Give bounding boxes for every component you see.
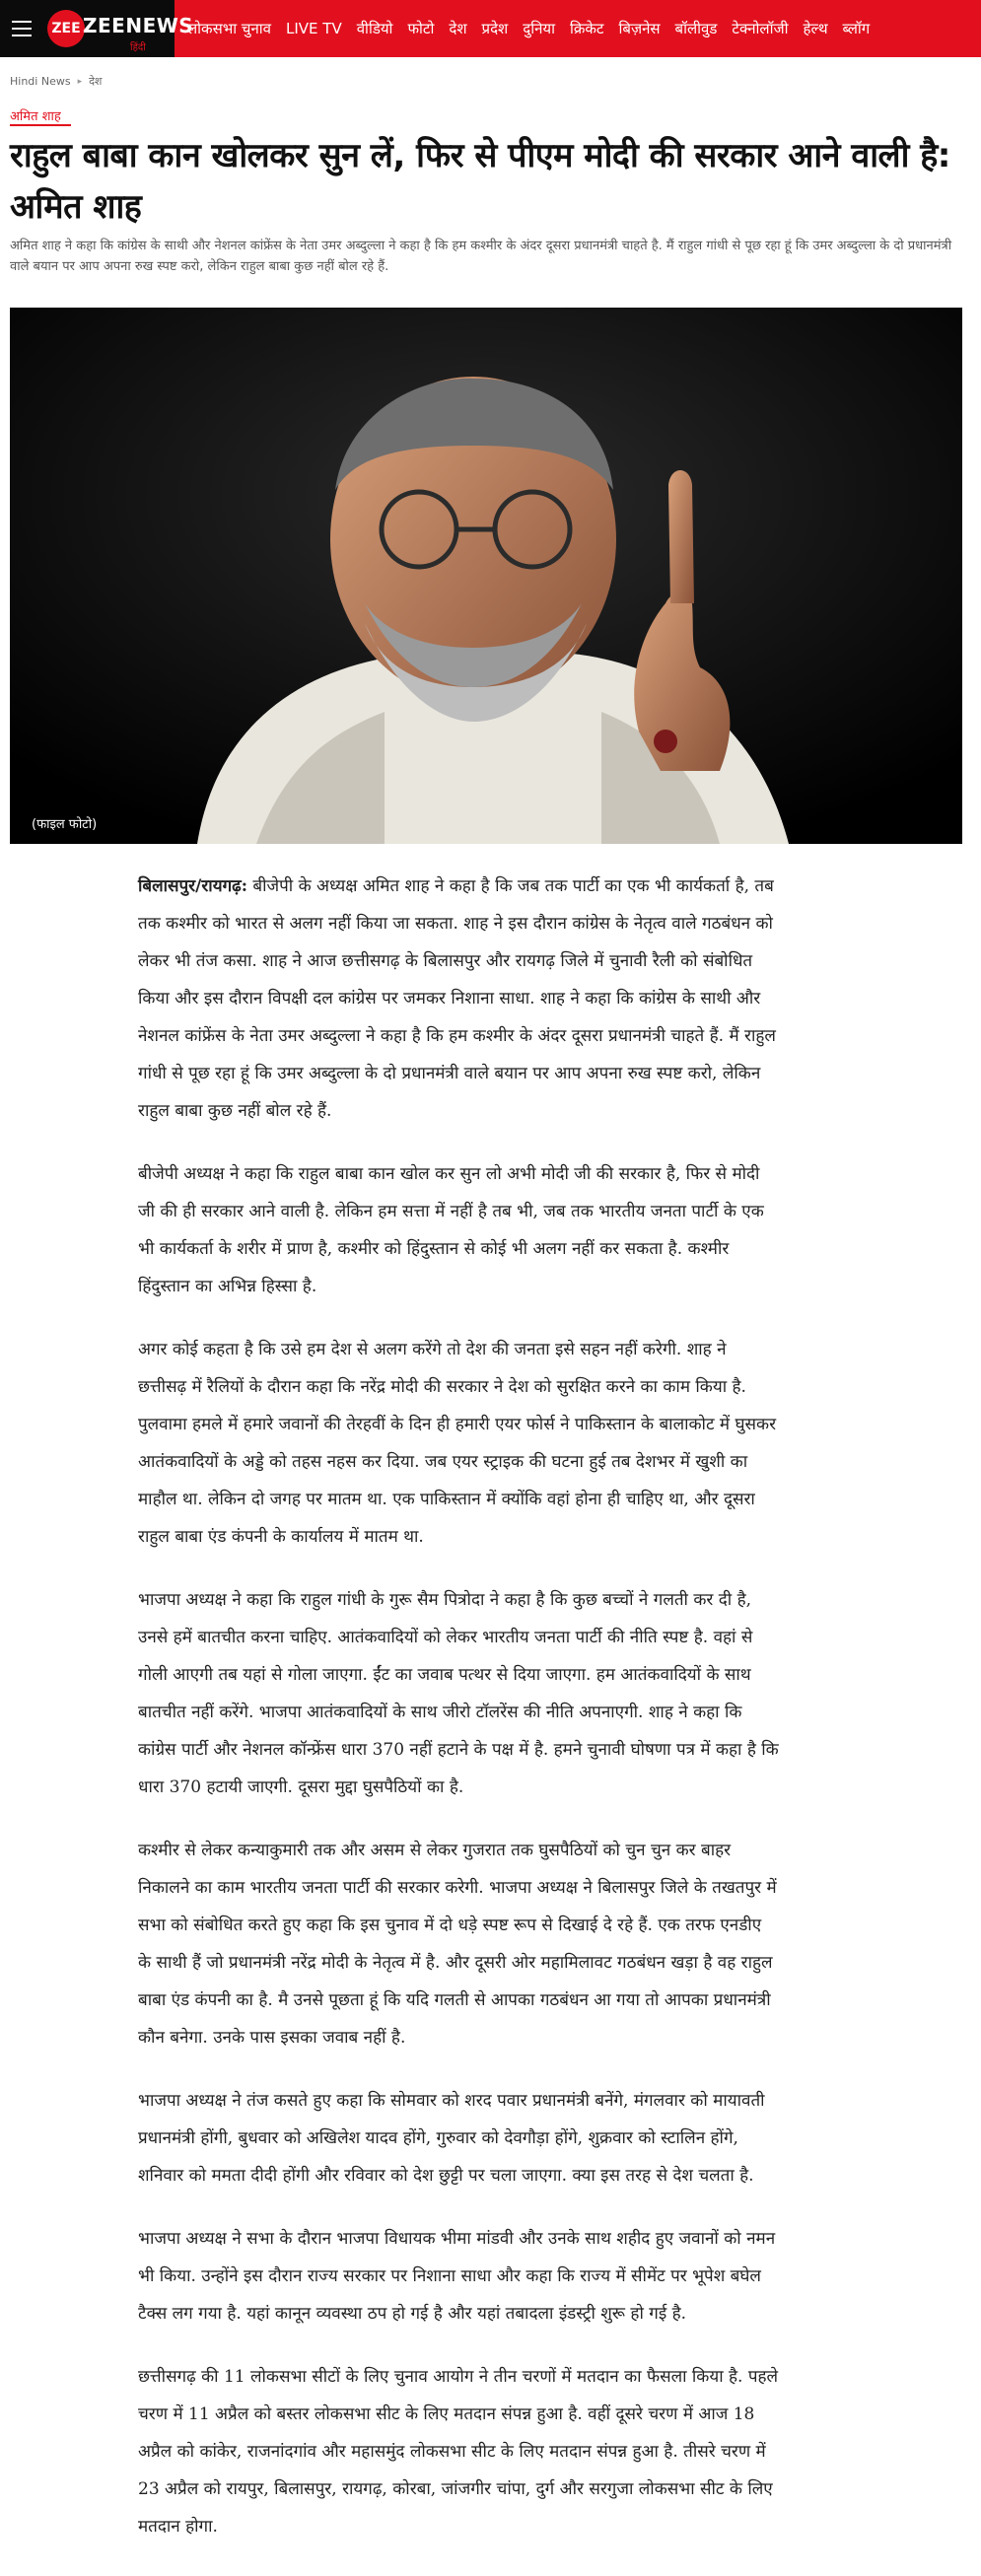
article-summary: अमित शाह ने कहा कि कांग्रेस के साथी और नेशनल कांफ्रेंस के नेता उमर अब्दुल्ला ने कहा है कि हम कश्मीर के अंदर दूसरा प्रधानमंत्री चाहते है. मैं राहुल गांधी से पूछ रहा हूं कि उमर अब्दुल्ला के दो प्रधानमंत्री वाले बयान पर आप अपना रुख स्पष्ट करो, लेकिन राहुल बाबा कुछ नहीं बोल रहे हैं. (10, 239, 952, 274)
logo-subtext: हिंदी (130, 42, 146, 53)
image-caption: (फाइल फोटो) (32, 817, 98, 832)
breadcrumb (10, 74, 102, 89)
logo-text: ZEENEWS (83, 14, 194, 37)
nav-item-blog[interactable]: ब्लॉग (842, 20, 871, 37)
topic-tag-underline (10, 124, 71, 126)
nav-item-world[interactable]: दुनिया (523, 20, 555, 37)
nav-item-state[interactable]: प्रदेश (481, 20, 509, 37)
logo-mark: ZEE (47, 10, 85, 47)
article-paragraph: अगर कोई कहता है कि उसे हम देश से अलग करेंगे तो देश की जनता इसे सहन नहीं करेगी. शाह ने छत्तीसढ़ में रैलियों के दौरान कहा कि नरेंद्र मोदी की सरकार ने देश को सुरक्षित करने का काम किया है. पुलवामा हमले में हमारे जवानों की तेरहवीं के दिन ही हमारी एयर फोर्स ने पाकिस्तान के बालाकोट में घुसकर आतंकवादियों के अड्डे को तहस नहस कर दिया. जब एयर स्ट्राइक की घटना हुई तब देशभर में खुशी का माहौल था. लेकिन दो जगह पर मातम था. एक पाकिस्तान में क्योंकि वहां होना ही चाहिए था, और दूसरा राहुल बाबा एंड कंपनी के कार्यालय में मातम था. (138, 1340, 777, 1547)
nav-item-photo[interactable]: फोटो (407, 20, 435, 37)
nav-item-live-tv[interactable]: LIVE TV (286, 20, 342, 37)
article-paragraph: भाजपा अध्यक्ष ने कहा कि राहुल गांधी के गुरू सैम पित्रोदा ने कहा है कि कुछ बच्चों ने गलती कर दी है, उनसे हमें बातचीत करना चाहिए. आतंकवादियों को लेकर भारतीय जनता पार्टी की नीति स्पष्ट है. वहां से गोली आएगी तब यहां से गोला जाएगा. ईंट का जवाब पत्थर से दिया जाएगा. हम आतंकवादियों के साथ बातचीत नहीं करेंगे. भाजपा आतंकवादियों के साथ जीरो टॉलरेंस की नीति अपनाएगी. शाह ने कहा कि कांग्रेस पार्टी और नेशनल कॉन्फ्रेंस धारा 370 नहीं हटाने के पक्ष में है. हमने चुनावी घोषणा पत्र में कहा है कि धारा 370 हटायी जाएगी. दूसरा मुद्दा घुसपैठियों का है. (138, 1590, 779, 1797)
article-paragraph: छत्तीसगढ़ की 11 लोकसभा सीटों के लिए चुनाव आयोग ने तीन चरणों में मतदान का फैसला किया है. पहले चरण में 11 अप्रैल को बस्तर लोकसभा सीट के लिए मतदान संपन्न हुआ है. वहीं दूसरे चरण में आज 18 अप्रैल को कांकेर, राजनांदगांव और महासमुंद लोकसभा सीट के लिए मतदान संपन्न हुआ है. तीसरे चरण में 23 अप्रैल को रायपुर, बिलासपुर, रायगढ़, कोरबा, जांजगीर चांपा, दुर्ग और सरगुजा लोकसभा सीट के लिए मतदान होगा. (138, 2367, 779, 2537)
nav-item-country[interactable]: देश (449, 20, 467, 37)
dateline: बिलासपुर/रायगढ़: (138, 876, 247, 896)
breadcrumb-section[interactable]: देश (89, 75, 103, 88)
nav-item-election[interactable]: लोकसभा चुनाव (187, 20, 271, 37)
article-paragraph: बीजेपी अध्यक्ष ने कहा कि राहुल बाबा कान खोल कर सुन लो अभी मोदी जी की सरकार है, फिर से मोदी जी की ही सरकार आने वाली है. लेकिन हम सत्ता में नहीं है तब भी, जब तक भारतीय जनता पार्टी के एक भी कार्यकर्ता के शरीर में प्राण है, कश्मीर को हिंदुस्तान से कोई भी अलग नहीं कर सकता है. कश्मीर हिंदुस्तान का अभिन्न हिस्सा है. (138, 1164, 764, 1296)
topic-tag[interactable]: अमित शाह (10, 109, 61, 124)
top-navbar (0, 0, 981, 57)
article-body (138, 868, 779, 2571)
site-logo[interactable] (43, 0, 194, 57)
portrait-illustration (10, 308, 962, 844)
nav-item-cricket[interactable]: क्रिकेट (570, 20, 604, 37)
paragraph-text: बीजेपी के अध्यक्ष अमित शाह ने कहा है कि जब तक पार्टी का एक भी कार्यकर्ता है, तब तक कश्मीर को भारत से अलग नहीं किया जा सकता. शाह ने इस दौरान कांग्रेस के नेतृत्व वाले गठबंधन को लेकर भी तंज कसा. शाह ने आज छत्तीसगढ़ के बिलासपुर और रायगढ़ जिले में चुनावी रैली को संबोधित किया और इस दौरान विपक्षी दल कांग्रेस पर जमकर निशाना साधा. शाह ने कहा कि कांग्रेस के साथी और नेशनल कांफ्रेंस के नेता उमर अब्दुल्ला ने कहा है कि हम कश्मीर के अंदर दूसरा प्रधानमंत्री चाहते हैं. मैं राहुल गांधी से पूछ रहा हूं कि उमर अब्दुल्ला के दो प्रधानमंत्री वाले बयान पर आप अपना रुख स्पष्ट करो, लेकिन राहुल बाबा कुछ नहीं बोल रहे हैं. (138, 876, 776, 1121)
nav-item-business[interactable]: बिज़नेस (618, 20, 661, 37)
chevron-right-icon: ▸ (77, 76, 83, 87)
page-title: राहुल बाबा कान खोलकर सुन लें, फिर से पीएम मोदी की सरकार आने वाली है: अमित शाह (10, 136, 950, 227)
nav-item-health[interactable]: हेल्थ (803, 20, 828, 37)
nav-item-video[interactable]: वीडियो (356, 20, 393, 37)
main-nav (187, 0, 884, 57)
article-paragraph (138, 868, 779, 1130)
article-paragraph: कश्मीर से लेकर कन्याकुमारी तक और असम से लेकर गुजरात तक घुसपैठियों को चुन चुन कर बाहर निकालने का काम भारतीय जनता पार्टी की सरकार करेगी. भाजपा अध्यक्ष ने बिलासपुर जिले के तखतपुर में सभा को संबोधित करते हुए कहा कि इस चुनाव में दो धड़े स्पष्ट रूप से दिखाई दे रहे हैं. एक तरफ एनडीए के साथी हैं जो प्रधानमंत्री नरेंद्र मोदी के नेतृत्व में है. और दूसरी ओर महामिलावट गठबंधन खड़ा है वह राहुल बाबा एंड कंपनी का है. मै उनसे पूछता हूं कि यदि गलती से आपका गठबंधन आ गया तो आपका प्रधानमंत्री कौन बनेगा. उनके पास इसका जवाब नहीं है. (138, 1841, 777, 2048)
hero-image (10, 308, 962, 844)
breadcrumb-home[interactable]: Hindi News (10, 75, 71, 88)
nav-item-bollywood[interactable]: बॉलीवुड (674, 20, 718, 37)
article-paragraph: भाजपा अध्यक्ष ने सभा के दौरान भाजपा विधायक भीमा मांडवी और उनके साथ शहीद हुए जवानों को नमन भी किया. उन्होंने इस दौरान राज्य सरकार पर निशाना साधा और कहा कि राज्य में सीमेंट पर भूपेश बघेल टैक्स लग गया है. यहां कानून व्यवस्था ठप हो गई है और यहां तबादला इंडस्ट्री शुरू हो गई है. (138, 2229, 776, 2324)
article-paragraph: भाजपा अध्यक्ष ने तंज कसते हुए कहा कि सोमवार को शरद पवार प्रधानमंत्री बनेंगे, मंगलवार को मायावती प्रधानमंत्री होंगी, बुधवार को अखिलेश यादव होंगे, गुरुवार को देवगौड़ा होंगे, शुक्रवार को स्टालिन होंगे, शनिवार को ममता दीदी होंगी और रविवार को देश छुट्टी पर चला जाएगा. क्या इस तरह से देश चलता है. (138, 2091, 765, 2186)
nav-item-technology[interactable]: टेक्नोलॉजी (732, 20, 789, 37)
hamburger-menu-icon[interactable] (0, 0, 43, 57)
